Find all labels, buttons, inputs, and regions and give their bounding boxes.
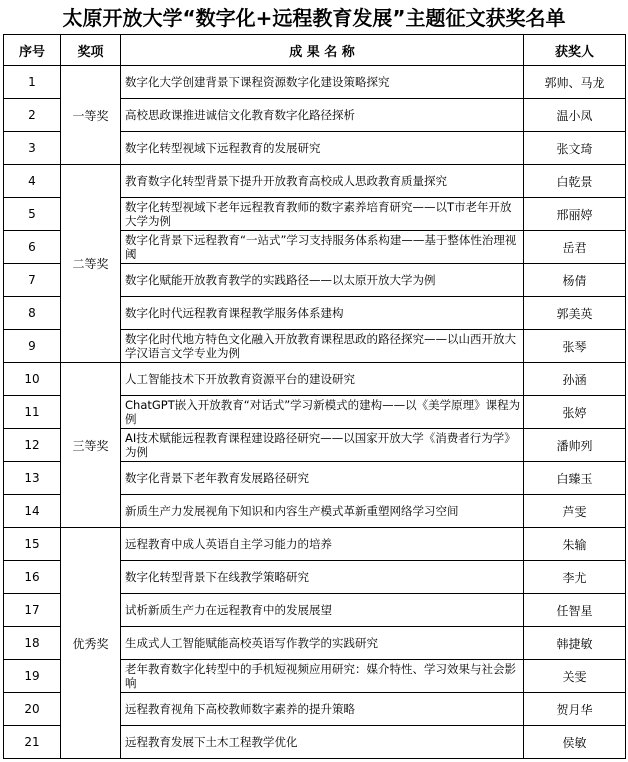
paper-title: 数字化转型视域下远程教育的发展研究 xyxy=(121,132,524,165)
winner-name: 朱输 xyxy=(524,528,626,561)
row-number: 18 xyxy=(4,627,61,660)
winner-name: 邢丽婷 xyxy=(524,198,626,231)
row-number: 8 xyxy=(4,297,61,330)
winner-name: 岳君 xyxy=(524,231,626,264)
header-winner: 获奖人 xyxy=(524,35,626,66)
winner-name: 张琴 xyxy=(524,330,626,363)
row-number: 10 xyxy=(4,363,61,396)
winner-name: 李尤 xyxy=(524,561,626,594)
award-level: 一等奖 xyxy=(61,66,121,165)
winner-name: 关雯 xyxy=(524,660,626,693)
paper-title: 数字化大学创建背景下课程资源数字化建设策略探究 xyxy=(121,66,524,99)
row-number: 2 xyxy=(4,99,61,132)
page-title: 太原开放大学“数字化+远程教育发展”主题征文获奖名单 xyxy=(62,6,566,30)
winner-name: 韩捷敏 xyxy=(524,627,626,660)
paper-title: 数字化时代地方特色文化融入开放教育课程思政的路径探究——以山西开放大学汉语言文学专业为例 xyxy=(121,330,524,363)
row-number: 6 xyxy=(4,231,61,264)
row-number: 5 xyxy=(4,198,61,231)
row-number: 7 xyxy=(4,264,61,297)
header-row xyxy=(4,35,626,66)
row-number: 19 xyxy=(4,660,61,693)
paper-title: AI技术赋能远程教育课程建设路径研究——以国家开放大学《消费者行为学》为例 xyxy=(121,429,524,462)
paper-title: 老年教育数字化转型中的手机短视频应用研究：媒介特性、学习效果与社会影响 xyxy=(121,660,524,693)
row-number: 13 xyxy=(4,462,61,495)
winner-name: 潘帅列 xyxy=(524,429,626,462)
row-number: 9 xyxy=(4,330,61,363)
table-row xyxy=(4,165,626,198)
winner-name: 任智星 xyxy=(524,594,626,627)
row-number: 21 xyxy=(4,726,61,759)
paper-title: 高校思政课推进诚信文化教育数字化路径探析 xyxy=(121,99,524,132)
winner-name: 杨倩 xyxy=(524,264,626,297)
header-no: 序号 xyxy=(4,35,61,66)
winner-name: 贺月华 xyxy=(524,693,626,726)
row-number: 14 xyxy=(4,495,61,528)
paper-title: 试析新质生产力在远程教育中的发展展望 xyxy=(121,594,524,627)
paper-title: 数字化赋能开放教育教学的实践路径——以太原开放大学为例 xyxy=(121,264,524,297)
row-number: 1 xyxy=(4,66,61,99)
paper-title: 数字化背景下老年教育发展路径研究 xyxy=(121,462,524,495)
paper-title: 数字化时代远程教育课程教学服务体系建构 xyxy=(121,297,524,330)
row-number: 15 xyxy=(4,528,61,561)
paper-title: 远程教育中成人英语自主学习能力的培养 xyxy=(121,528,524,561)
winner-name: 张婷 xyxy=(524,396,626,429)
awards-table xyxy=(3,34,626,759)
row-number: 3 xyxy=(4,132,61,165)
table-row xyxy=(4,528,626,561)
table-row xyxy=(4,363,626,396)
award-level: 三等奖 xyxy=(61,363,121,528)
row-number: 16 xyxy=(4,561,61,594)
winner-name: 张文琦 xyxy=(524,132,626,165)
table-row xyxy=(4,66,626,99)
table-body xyxy=(4,66,626,759)
paper-title: 远程教育视角下高校教师数字素养的提升策略 xyxy=(121,693,524,726)
winner-name: 郭帅、马龙 xyxy=(524,66,626,99)
header-topic: 成 果 名 称 xyxy=(121,35,524,66)
paper-title: 数字化转型背景下在线教学策略研究 xyxy=(121,561,524,594)
winner-name: 孙涵 xyxy=(524,363,626,396)
paper-title: 人工智能技术下开放教育资源平台的建设研究 xyxy=(121,363,524,396)
winner-name: 白乾景 xyxy=(524,165,626,198)
award-level: 优秀奖 xyxy=(61,528,121,759)
winner-name: 温小凤 xyxy=(524,99,626,132)
paper-title: 数字化背景下远程教育“一站式”学习支持服务体系构建——基于整体性治理视阈 xyxy=(121,231,524,264)
row-number: 20 xyxy=(4,693,61,726)
row-number: 11 xyxy=(4,396,61,429)
paper-title: 新质生产力发展视角下知识和内容生产模式革新重塑网络学习空间 xyxy=(121,495,524,528)
row-number: 17 xyxy=(4,594,61,627)
header-award: 奖项 xyxy=(61,35,121,66)
paper-title: 教育数字化转型背景下提升开放教育高校成人思政教育质量探究 xyxy=(121,165,524,198)
paper-title: 远程教育发展下土木工程教学优化 xyxy=(121,726,524,759)
paper-title: ChatGPT嵌入开放教育“对话式”学习新模式的建构——以《美学原理》课程为例 xyxy=(121,396,524,429)
winner-name: 郭美英 xyxy=(524,297,626,330)
row-number: 12 xyxy=(4,429,61,462)
winner-name: 白臻玉 xyxy=(524,462,626,495)
award-level: 二等奖 xyxy=(61,165,121,363)
paper-title: 数字化转型视域下老年远程教育教师的数字素养培育研究——以T市老年开放大学为例 xyxy=(121,198,524,231)
row-number: 4 xyxy=(4,165,61,198)
winner-name: 芦雯 xyxy=(524,495,626,528)
paper-title: 生成式人工智能赋能高校英语写作教学的实践研究 xyxy=(121,627,524,660)
winner-name: 侯敏 xyxy=(524,726,626,759)
